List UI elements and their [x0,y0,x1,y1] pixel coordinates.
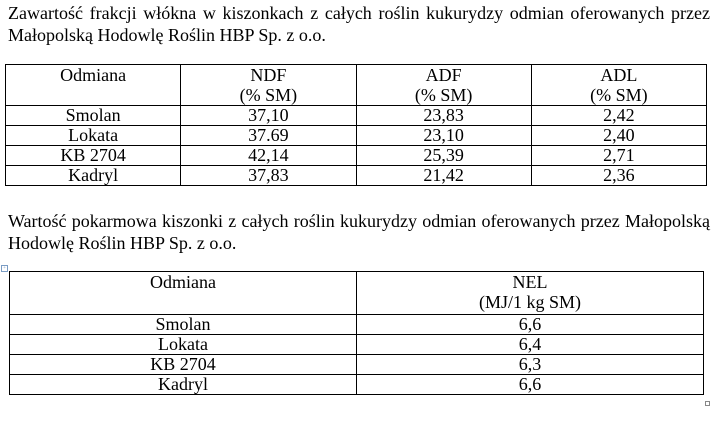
header-line: NDF [250,65,287,85]
table1-caption: Zawartość frakcji włókna w kiszonkach z całych roślin kukurydzy odmian oferowanych przez Małopolską Hodowlę Roślin HBP Sp. z o.o. [8,3,710,45]
variety-cell: Kadryl [6,166,181,186]
table-row [6,106,707,126]
table-row [10,355,704,375]
header-cell [181,65,356,106]
header-line: NEL [512,272,548,292]
header-cell [531,65,706,106]
ndf-cell: 37,83 [181,166,356,186]
header-unit: (% SM) [239,85,298,105]
header-unit: (% SM) [590,85,648,105]
adl-cell: 2,40 [531,126,706,146]
nel-cell: 6,6 [357,375,704,395]
table-header-row [6,65,707,106]
ndf-cell: 42,14 [181,146,356,166]
table-row [10,375,704,395]
adf-cell: 23,10 [356,126,531,146]
adl-cell: 2,71 [531,146,706,166]
nel-cell: 6,3 [357,355,704,375]
table-row [10,335,704,355]
header-unit: (MJ/1 kg SM) [478,292,581,312]
ndf-cell: 37,10 [181,106,356,126]
adl-cell: 2,42 [531,106,706,126]
adl-cell: 2,36 [531,166,706,186]
table-resize-handle[interactable] [705,401,710,406]
table-row [10,315,704,335]
variety-cell: KB 2704 [6,146,181,166]
move-cross-icon[interactable]: + [1,265,8,272]
variety-cell: Kadryl [10,375,357,395]
table-row [6,166,707,186]
variety-cell: Smolan [6,106,181,126]
table2-caption: Wartość pokarmowa kiszonki z całych roślin kukurydzy odmian oferowanych przez Małopolską Hodowlę Roślin HBP Sp. z o.o. [8,211,710,253]
adf-cell: 23,83 [356,106,531,126]
variety-cell: Smolan [10,315,357,335]
header-line: Odmiana [150,272,216,292]
header-cell [356,65,531,106]
ndf-cell: 37.69 [181,126,356,146]
header-unit: (% SM) [414,85,473,105]
header-line: Odmiana [60,65,127,85]
nel-cell: 6,4 [357,335,704,355]
fiber-fraction-table [5,64,707,186]
header-cell [6,65,181,106]
variety-cell: Lokata [10,335,357,355]
header-cell [357,272,704,315]
table-row [6,146,707,166]
nel-cell: 6,6 [357,315,704,335]
adf-cell: 21,42 [356,166,531,186]
variety-cell: Lokata [6,126,181,146]
variety-cell: KB 2704 [10,355,357,375]
nutritional-value-table [9,271,704,395]
header-line: ADF [425,65,462,85]
header-cell [10,272,357,315]
table-header-row [10,272,704,315]
table-row [6,126,707,146]
header-line: ADL [600,65,638,85]
adf-cell: 25,39 [356,146,531,166]
